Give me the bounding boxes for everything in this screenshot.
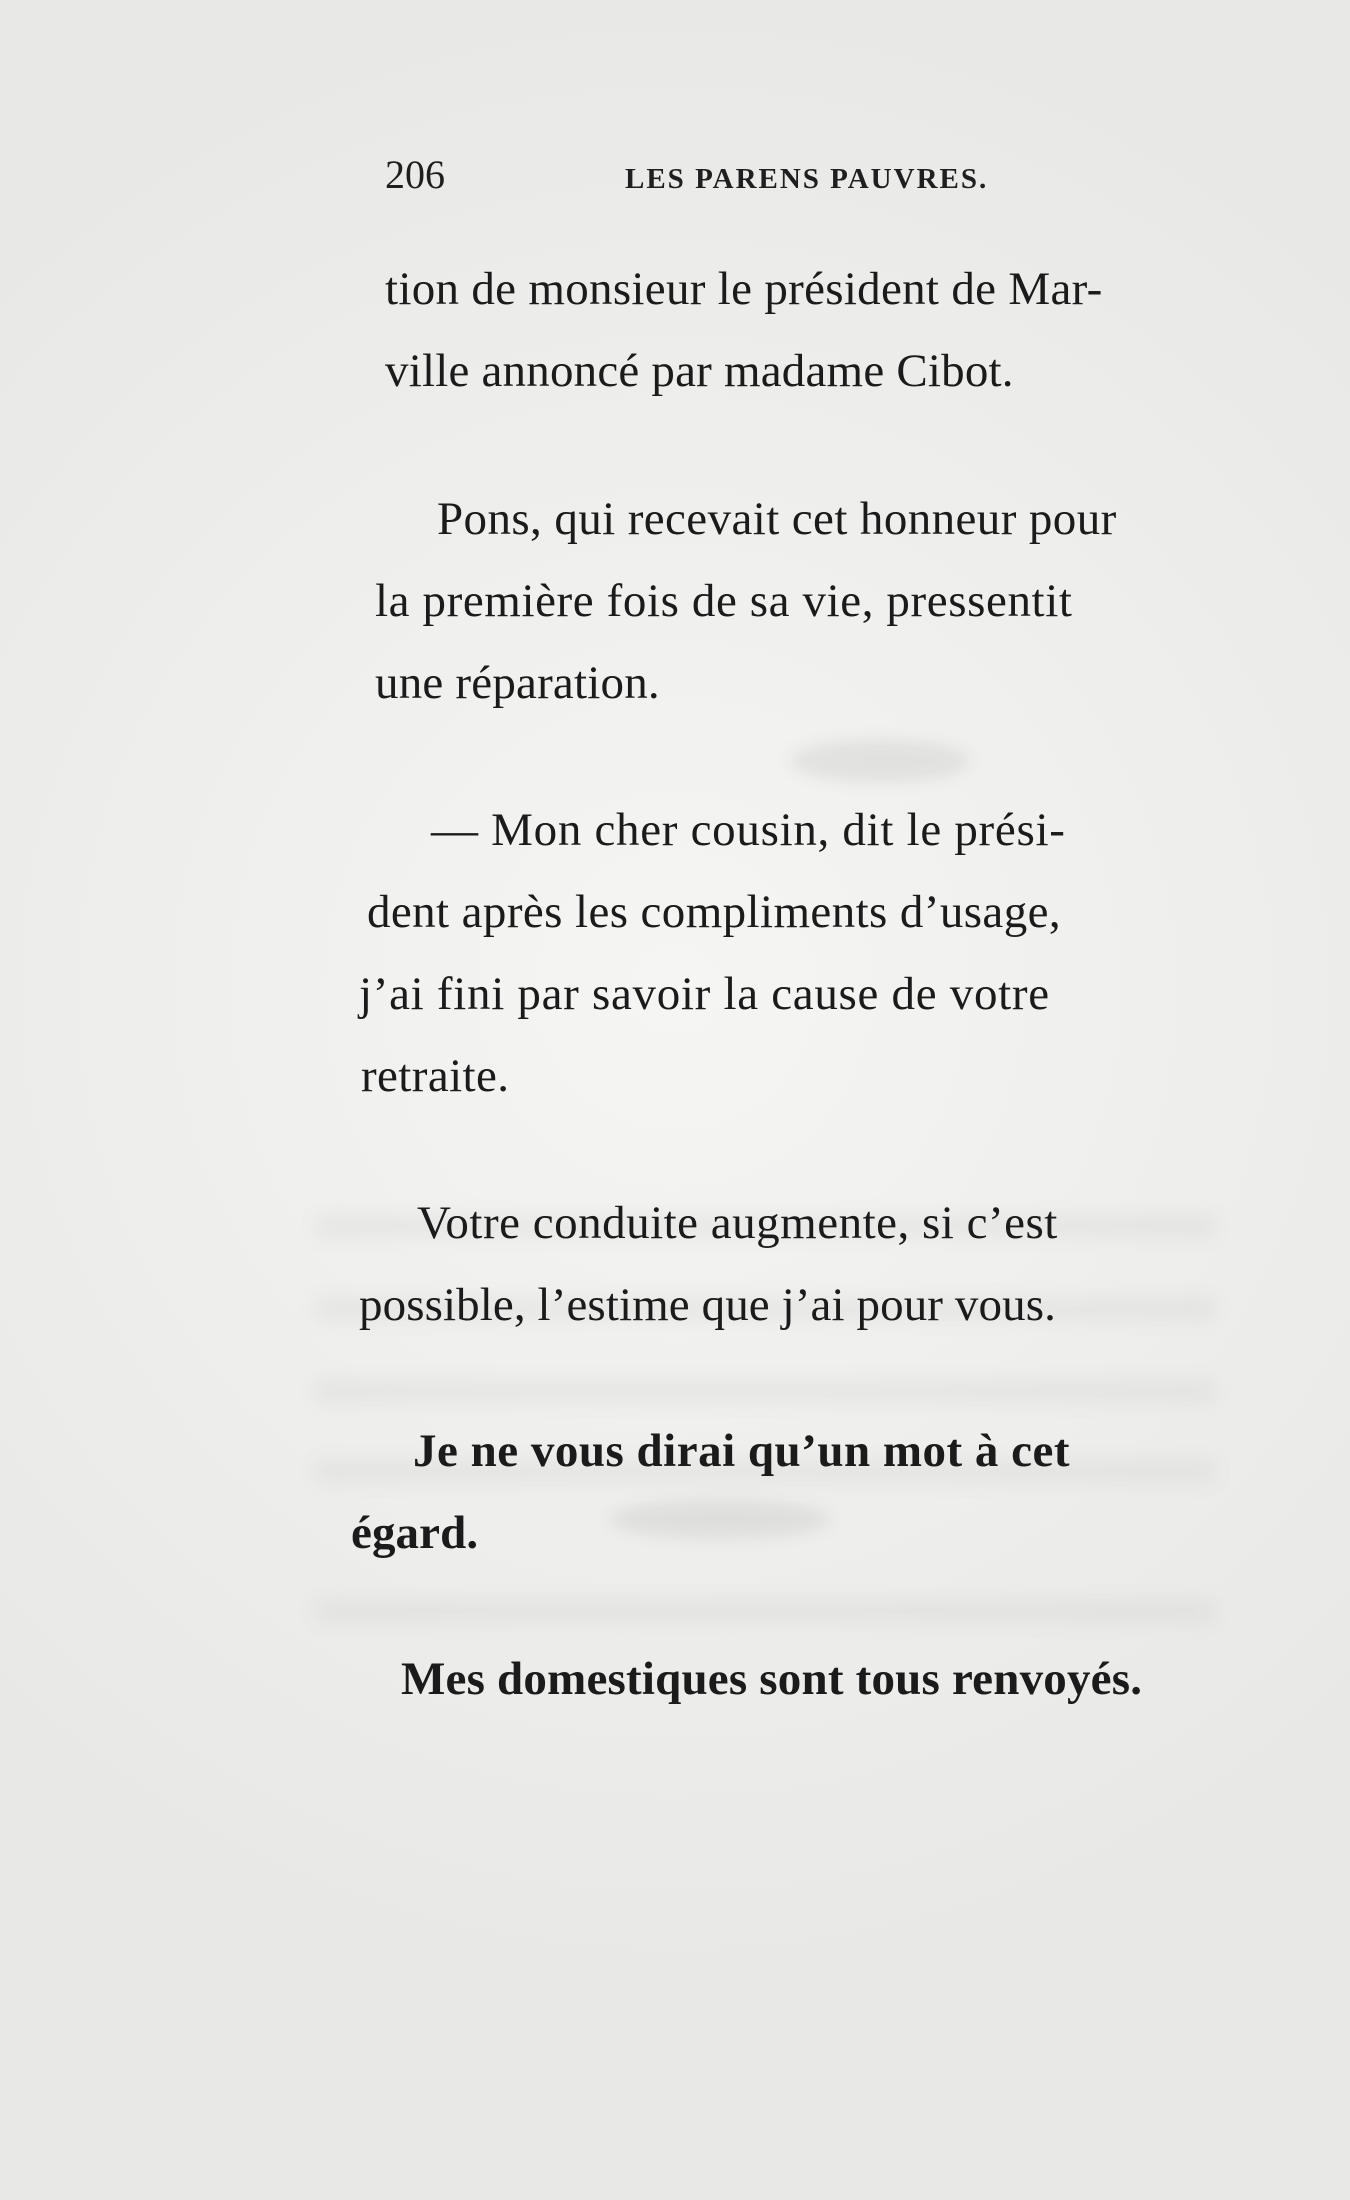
text-line-7: dent après les compliments d’usage, bbox=[367, 886, 1062, 938]
text-line-13: égard. bbox=[351, 1507, 479, 1559]
page-text bbox=[343, 248, 1243, 1705]
text-line-11: possible, l’estime que j’ai pour vous. bbox=[359, 1279, 1056, 1331]
text-line-6: — Mon cher cousin, dit le prési- bbox=[431, 804, 1066, 856]
text-line-10: Votre conduite augmente, si c’est bbox=[417, 1197, 1058, 1249]
running-title: LES PARENS PAUVRES. bbox=[625, 163, 989, 195]
text-line-12: Je ne vous dirai qu’un mot à cet bbox=[413, 1425, 1071, 1477]
page-number: 206 bbox=[385, 152, 445, 197]
text-line-2: ville annoncé par madame Cibot. bbox=[385, 345, 1014, 397]
text-line-9: retraite. bbox=[361, 1050, 510, 1102]
text-line-3: Pons, qui recevait cet honneur pour bbox=[437, 493, 1117, 545]
running-head bbox=[385, 152, 1040, 211]
text-line-4: la première fois de sa vie, pressentit bbox=[375, 575, 1073, 627]
text-line-14: Mes domestiques sont tous renvoyés. bbox=[401, 1653, 1143, 1705]
text-line-8: j’ai fini par savoir la cause de votre bbox=[359, 968, 1050, 1020]
text-line-1: tion de monsieur le président de Mar- bbox=[385, 263, 1103, 315]
text-line-5: une réparation. bbox=[375, 657, 660, 709]
